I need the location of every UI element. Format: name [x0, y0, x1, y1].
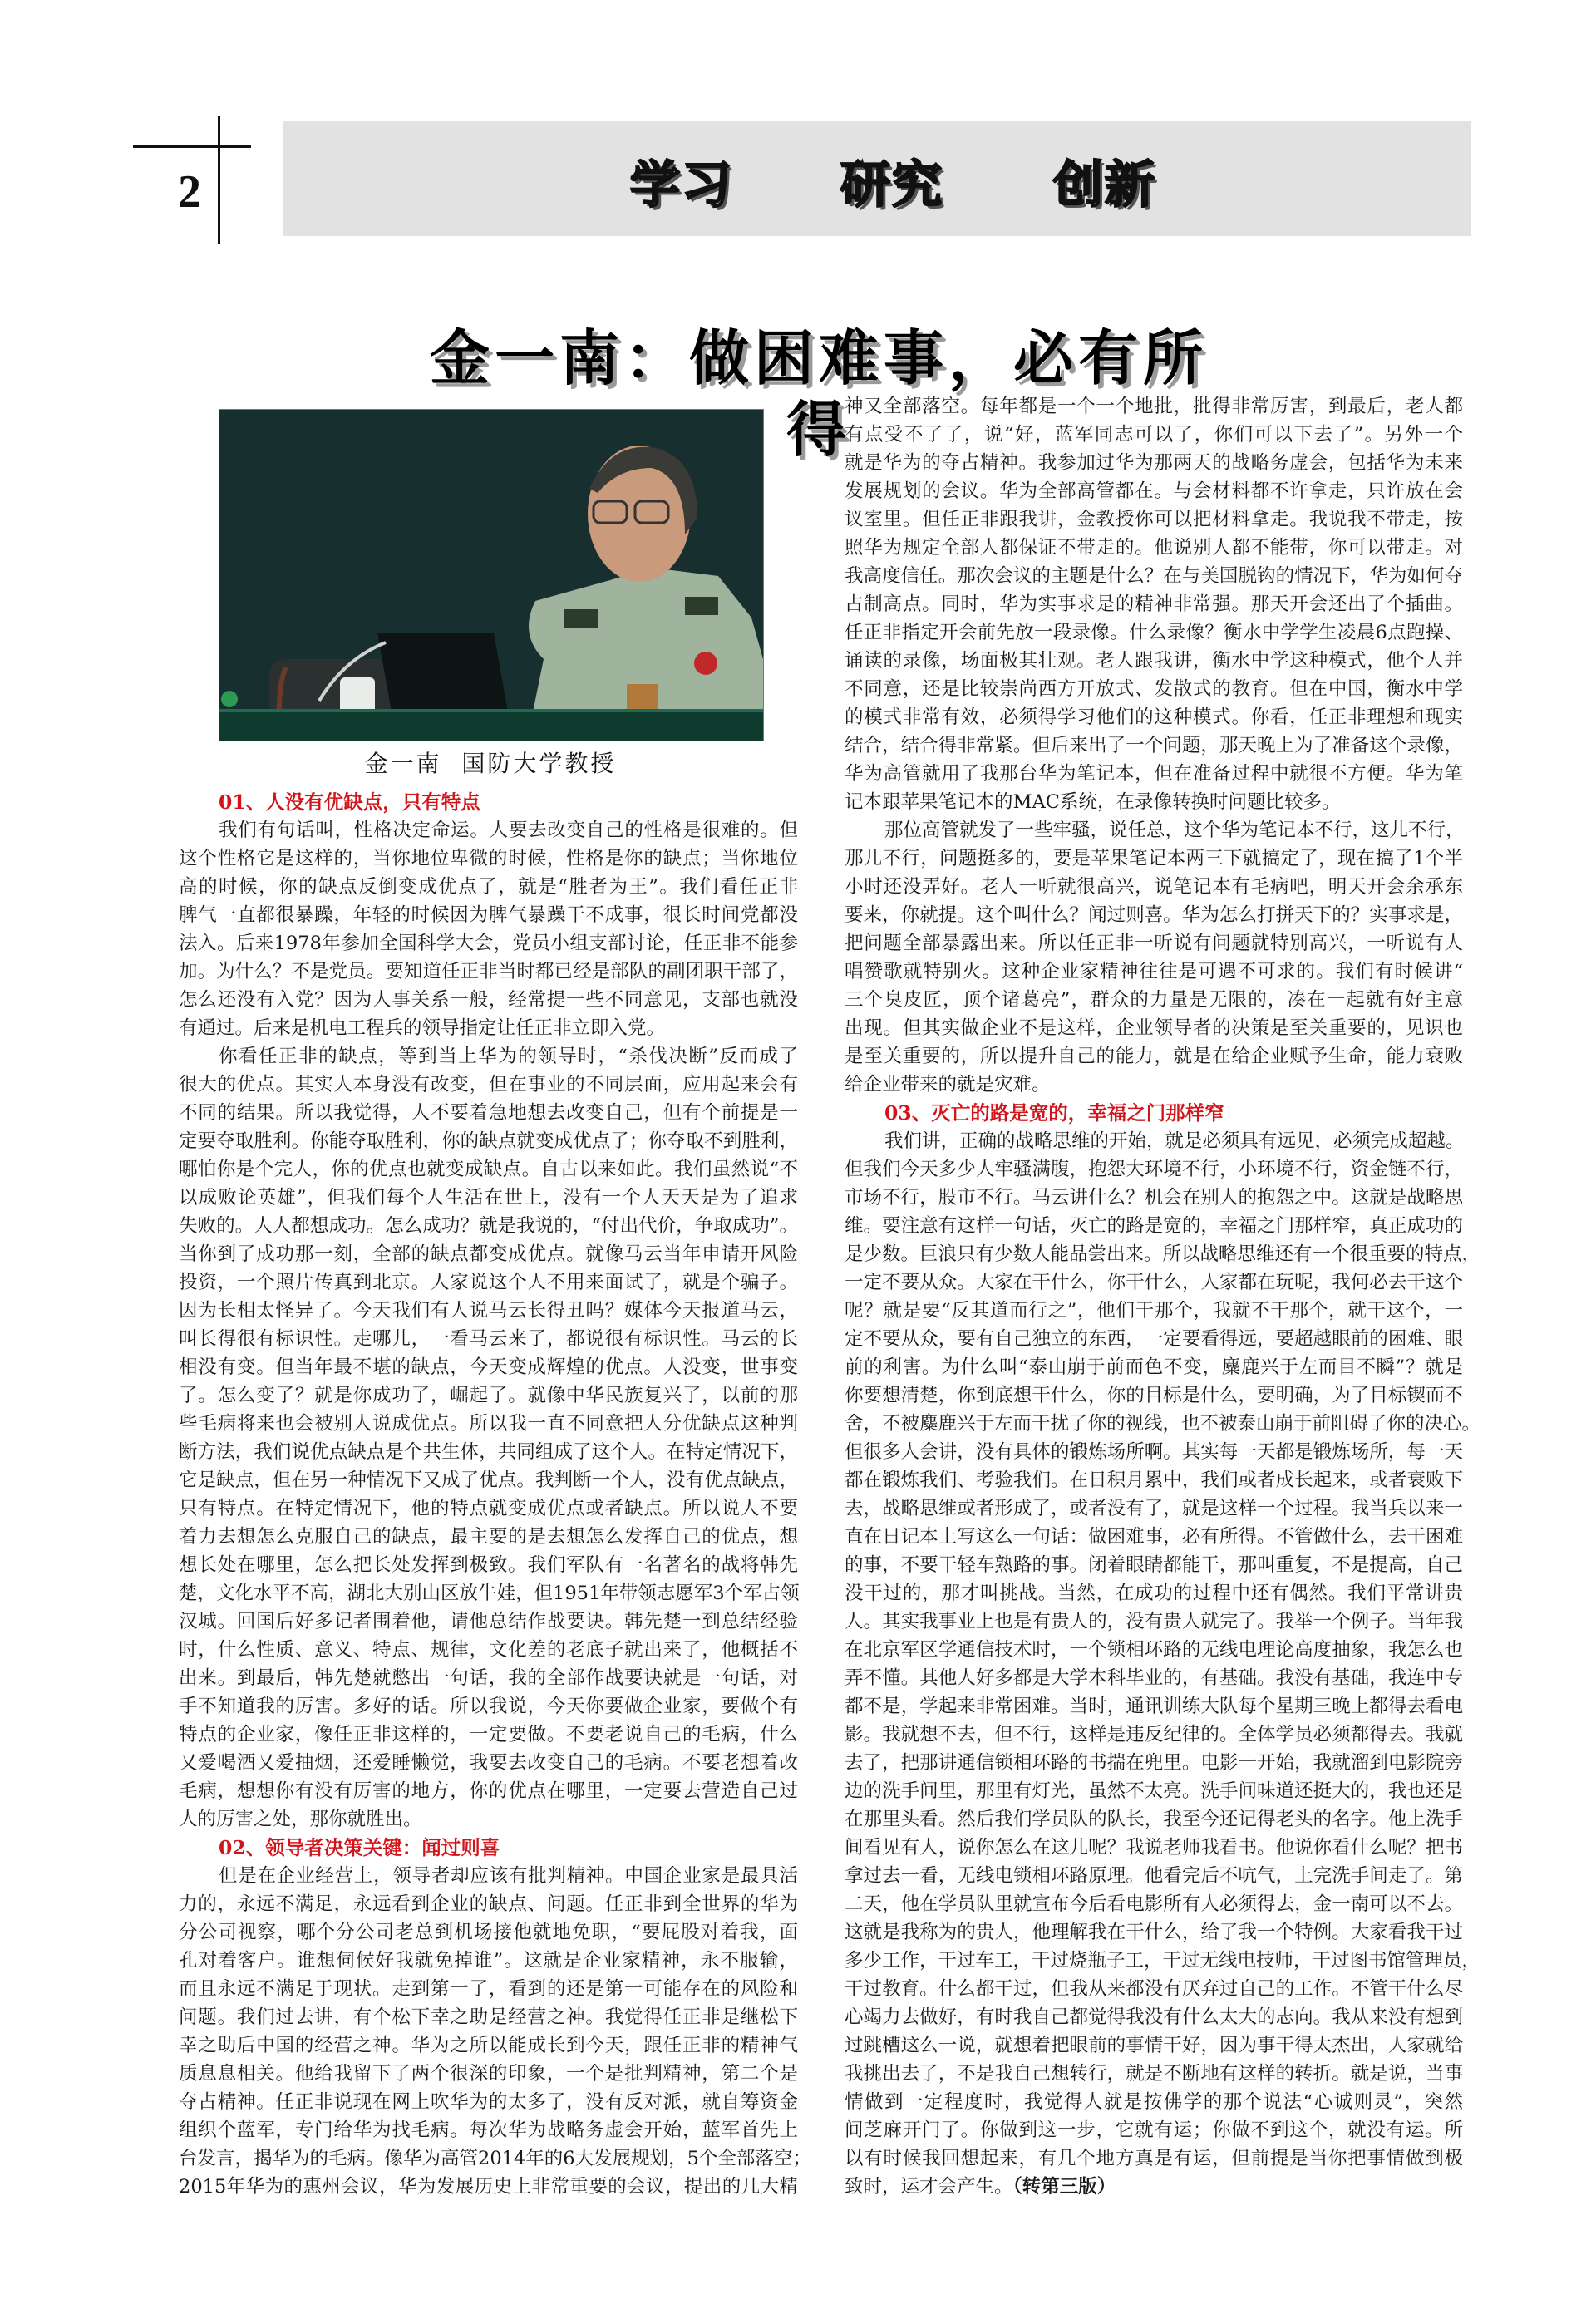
paragraph-line: 但我们今天多少人牢骚满腹，抱怨大环境不行，小环境不行，资金链不行， [845, 1159, 1463, 1180]
header-vertical-rule [218, 116, 220, 244]
paragraph-line: 而且永远不满足于现状。走到第一了，看到的还是第一可能存在的风险和 [179, 1978, 798, 2000]
paragraph-line: 我挑出去了，不是我自己想转行，就是不断地有这样的转折。就是说，当事 [845, 2063, 1463, 2085]
paragraph-line: 舍，不被麋鹿兴于左而干扰了你的视线，也不被泰山崩于前阻碍了你的决心。 [845, 1413, 1481, 1435]
paragraph-line: 是少数。巨浪只有少数人能品尝出来。所以战略思维还有一个很重要的特点， [845, 1243, 1481, 1265]
paragraph-line: 唱赞歌就特别火。这种企业家精神往往是可遇不可求的。我们有时候讲“ [845, 961, 1463, 982]
paragraph-line: 以有时候我回想起来，有几个地方真是有运，但前提是当你把事情做到极 [845, 2148, 1463, 2169]
paragraph-line: 是至关重要的，所以提升自己的能力，就是在给企业赋予生命，能力衰败 [845, 1046, 1463, 1067]
paragraph-line: 一定不要从众。大家在干什么，你干什么，人家都在玩呢，我何必去干这个 [845, 1272, 1463, 1293]
paragraph-line: 我高度信任。那次会议的主题是什么？在与美国脱钩的情况下，华为如何夺 [845, 565, 1463, 587]
paragraph-line: 弄不懂。其他人好多都是大学本科毕业的，有基础。我没有基础，我连中专 [845, 1667, 1463, 1689]
header-horizontal-rule [133, 145, 251, 148]
paragraph-line: 它是缺点，但在另一种情况下又成了优点。我判断一个人，没有优点缺点， [179, 1470, 798, 1491]
paragraph-line: 相没有变。但当年最不堪的缺点，今天变成辉煌的优点。人没变，世事变 [179, 1356, 798, 1378]
photo-speaker-at-podium [219, 410, 763, 741]
continued-on-page-note: （转第三版） [1012, 2176, 1116, 2198]
paragraph-line: 哪怕你是个完人，你的优点也就变成缺点。自古以来如此。我们虽然说“不 [179, 1159, 798, 1180]
paragraph-line: 就是华为的夺占精神。我参加过华为那两天的战略务虚会，包括华为未来 [845, 452, 1463, 474]
paragraph-line: 华为高管就用了我那台华为笔记本，但在准备过程中就很不方便。华为笔 [845, 763, 1463, 785]
paragraph-line: 些毛病将来也会被别人说成优点。所以我一直不同意把人分优缺点这种判 [179, 1413, 798, 1435]
paragraph-line: 照华为规定全部人都保证不带走的。他说别人都不能带，你可以带走。对 [845, 537, 1463, 559]
paragraph-line: 这个性格它是这样的，当你地位卑微的时候，性格是你的缺点；当你地位 [179, 848, 798, 869]
paragraph-line: 汉城。回国后好多记者围着他，请他总结作战要诀。韩先楚一到总结经验 [179, 1611, 798, 1632]
paragraph-line: 维。要注意有这样一句话，灭亡的路是宽的，幸福之门那样窄，真正成功的 [845, 1215, 1463, 1237]
paragraph-line: 我们有句话叫，性格决定命运。人要去改变自己的性格是很难的。但 [219, 820, 798, 841]
paragraph-line: 很大的优点。其实人本身没有改变，但在事业的不同层面，应用起来会有 [179, 1074, 798, 1095]
paragraph-line: 组织个蓝军，专门给华为找毛病。每次华为战略务虚会开始，蓝军首先上 [179, 2119, 798, 2141]
paragraph-line: 影。我就想不去，但不行，这样是违反纪律的。全体学员必须都得去。我就 [845, 1724, 1463, 1745]
left-text-column [179, 788, 811, 2201]
paragraph-line: 的模式非常有效，必须得学习他们的这种模式。你看，任正非理想和现实 [845, 706, 1463, 728]
paragraph-line: 干过教育。什么都干过，但我从来都没有厌弃过自己的工作。不管干什么尽 [845, 1978, 1463, 2000]
paragraph-line: 着力去想怎么克服自己的缺点，最主要的是去想怎么发挥自己的优点，想 [179, 1526, 798, 1548]
paragraph-line: 给企业带来的就是灾难。 [845, 1074, 1051, 1095]
paragraph-line: 怎么还没有入党？因为人事关系一般，经常提一些不同意见，支部也就没 [179, 989, 798, 1011]
paragraph-line: 又爱喝酒又爱抽烟，还爱睡懒觉，我要去改变自己的毛病。不要老想着改 [179, 1752, 798, 1774]
paragraph-line: 都不是，学起来非常困难。当时，通讯训练大队每个星期三晚上都得去看电 [845, 1696, 1463, 1717]
paragraph-line: 前的利害。为什么叫“泰山崩于前而色不变，麋鹿兴于左而目不瞬”？就是 [845, 1356, 1463, 1378]
paragraph-line: 分公司视察，哪个分公司老总到机场接他就地免职，“要屁股对着我，面 [179, 1922, 798, 1943]
paragraph-line: 任正非指定开会前先放一段录像。什么录像？衡水中学学生凌晨6点跑操、 [845, 622, 1463, 643]
paragraph-line: 时，什么性质、意义、特点、规律，文化差的老底子就出来了，他概括不 [179, 1639, 798, 1661]
paragraph-line: 脾气一直都很暴躁，年轻的时候因为脾气暴躁干不成事，很长时间党都没 [179, 904, 798, 926]
paragraph-line: 记本跟苹果笔记本的MAC系统，在录像转换时问题比较多。 [845, 791, 1341, 813]
paragraph-line: 不同意，还是比较崇尚西方开放式、发散式的教育。但在中国，衡水中学 [845, 678, 1463, 700]
paragraph-line: 发展规划的会议。华为全部高管都在。与会材料都不许拿走，只许放在会 [845, 480, 1463, 502]
section-heading: 01、人没有优缺点，只有特点 [219, 790, 480, 814]
paragraph-line: 当你到了成功那一刻，全部的缺点都变成优点。就像马云当年申请开风险 [179, 1243, 798, 1265]
paragraph-line: 小时还没弄好。老人一听就很高兴，说笔记本有毛病吧，明天开会余承东 [845, 876, 1463, 898]
paragraph-line: 有通过。后来是机电工程兵的领导指定让任正非立即入党。 [179, 1017, 666, 1039]
paragraph-line: 你要想清楚，你到底想干什么，你的目标是什么，要明确，为了目标锲而不 [845, 1385, 1463, 1406]
paragraph-line: 那位高管就发了一些牢骚，说任总，这个华为笔记本不行，这儿不行， [884, 820, 1465, 841]
paragraph-line: 以成败论英雄”，但我们每个人生活在世上，没有一个人天天是为了追求 [179, 1187, 798, 1209]
paragraph-line: 手不知道我的厉害。多好的话。所以我说，今天你要做企业家，要做个有 [179, 1696, 798, 1717]
paragraph-line: 间看见有人，说你怎么在这儿呢？我说老师我看书。他说你看什么呢？把书 [845, 1837, 1463, 1858]
paragraph-line: 不同的结果。所以我觉得，人不要着急地想去改变自己，但有个前提是一 [179, 1102, 798, 1124]
paragraph-line: 高的时候，你的缺点反倒变成优点了，就是“胜者为王”。我们看任正非 [179, 876, 798, 898]
paragraph-line: 诵读的录像，场面极其壮观。老人跟我讲，衡水中学这种模式，他个人并 [845, 650, 1463, 672]
right-text-column [845, 392, 1481, 2201]
article-photo [219, 409, 764, 741]
paragraph-line-text: 致时，运才会产生。 [845, 2176, 1013, 2198]
paragraph-line: 但是在企业经营上，领导者却应该有批判精神。中国企业家是最具活 [219, 1865, 798, 1887]
paragraph-line: 夺占精神。任正非说现在网上吹华为的太多了，没有反对派，就自筹资金 [179, 2091, 798, 2113]
paragraph-line: 楚，文化水平不高，湖北大别山区放牛娃，但1951年带领志愿军3个军占领 [179, 1583, 800, 1604]
paragraph-line: 2015年华为的惠州会议，华为发展历史上非常重要的会议，提出的几大精 [179, 2176, 798, 2198]
paragraph-line: 投资，一个照片传真到北京。人家说这个人不用来面试了，就是个骗子。 [179, 1272, 798, 1293]
banner-word-innovation: 创新 [1053, 156, 1156, 214]
paragraph-line: 多少工作，干过车工，干过烧瓶子工，干过无线电技师，干过图书馆管理员， [845, 1950, 1481, 1972]
paragraph-line: 呢？就是要“反其道而行之”，他们干那个，我就不干那个，就干这个，一 [845, 1300, 1463, 1322]
paragraph-line: 拿过去一看，无线电锁相环路原理。他看完后不吭气，上完洗手间走了。第 [845, 1865, 1463, 1887]
paragraph-line: 要来，你就提。这个叫什么？闻过则喜。华为怎么打拼天下的？实事求是， [845, 904, 1463, 926]
paragraph-line: 你看任正非的缺点，等到当上华为的领导时，“杀伐决断”反而成了 [219, 1046, 798, 1067]
paragraph-line: 出现。但其实做企业不是这样，企业领导者的决策是至关重要的，见识也 [845, 1017, 1463, 1039]
paragraph-line: 没干过的，那才叫挑战。当然，在成功的过程中还有偶然。我们平常讲贵 [845, 1583, 1463, 1604]
paragraph-line: 了。怎么变了？就是你成功了，崛起了。就像中华民族复兴了，以前的那 [179, 1385, 798, 1406]
paragraph-line: 想长处在哪里，怎么把长处发挥到极致。我们军队有一名著名的战将韩先 [179, 1554, 798, 1576]
paragraph-line: 定要夺取胜利。你能夺取胜利，你的缺点就变成优点了；你夺取不到胜利， [179, 1130, 798, 1152]
paragraph-line: 只有特点。在特定情况下，他的特点就变成优点或者缺点。所以说人不要 [179, 1498, 798, 1519]
paragraph-line: 断方法，我们说优点缺点是个共生体，共同组成了这个人。在特定情况下， [179, 1441, 798, 1463]
paragraph-line [845, 2173, 1463, 2201]
paragraph-line: 议室里。但任正非跟我讲，金教授你可以把材料拿走。我说我不带走，按 [845, 509, 1463, 530]
paragraph-line: 在北京军区学通信技术时，一个锁相环路的无线电理论高度抽象，我怎么也 [845, 1639, 1463, 1661]
paragraph-line: 情做到一定程度时，我觉得人就是按佛学的那个说法“心诚则灵”，突然 [845, 2091, 1463, 2113]
paragraph-line: 力的，永远不满足，永远看到企业的缺点、问题。任正非到全世界的华为 [179, 1893, 798, 1915]
paragraph-line: 法入。后来1978年参加全国科学大会，党员小组支部讨论，任正非不能参 [179, 933, 798, 954]
paragraph-line: 出来。到最后，韩先楚就憋出一句话，我的全部作战要诀就是一句话，对 [179, 1667, 798, 1689]
paragraph-line: 特点的企业家，像任正非这样的，一定要做。不要老说自己的毛病，什么 [179, 1724, 798, 1745]
paragraph-line: 定不要从众，要有自己独立的东西，一定要看得远，要超越眼前的困难、眼 [845, 1328, 1463, 1350]
paragraph-line: 质息息相关。他给我留下了两个很深的印象，一个是批判精神，第二个是 [179, 2063, 798, 2085]
paragraph-line: 台发言，揭华为的毛病。像华为高管2014年的6大发展规划，5个全部落空； [179, 2148, 811, 2169]
paragraph-line: 因为长相太怪异了。今天我们有人说马云长得丑吗？媒体今天报道马云， [179, 1300, 798, 1322]
paragraph-line: 二天，他在学员队里就宣布今后看电影所有人必须得去，金一南可以不去。 [845, 1893, 1463, 1915]
section-heading: 03、灭亡的路是宽的，幸福之门那样窄 [884, 1101, 1224, 1125]
paragraph-line: 加。为什么？不是党员。要知道任正非当时都已经是部队的副团职干部了， [179, 961, 798, 982]
section-heading: 02、领导者决策关键：闻过则喜 [219, 1836, 500, 1859]
paragraph-line: 市场不行，股市不行。马云讲什么？机会在别人的抱怨之中。这就是战略思 [845, 1187, 1463, 1209]
paragraph-line: 的事，不要干轻车熟路的事。闭着眼睛都能干，那叫重复，不是提高，自己 [845, 1554, 1463, 1576]
paragraph-line: 间芝麻开门了。你做到这一步，它就有运；你做不到这个，就没有运。所 [845, 2119, 1463, 2141]
paragraph-line: 失败的。人人都想成功。怎么成功？就是我说的，“付出代价，争取成功”。 [179, 1215, 798, 1237]
paragraph-line: 直在日记本上写这么一句话：做困难事，必有所得。不管做什么，去干困难 [845, 1526, 1463, 1548]
paragraph-line: 人的厉害之处，那你就胜出。 [179, 1809, 422, 1830]
paragraph-line: 去，战略思维或者形成了，或者没有了，就是这样一个过程。我当兵以来一 [845, 1498, 1463, 1519]
paragraph-line: 我们讲，正确的战略思维的开始，就是必须具有远见，必须完成超越。 [884, 1130, 1465, 1152]
banner-word-research: 研究 [840, 156, 943, 214]
photo-caption: 金一南 国防大学教授 [364, 750, 617, 777]
paragraph-line: 都在锻炼我们、考验我们。在日积月累中，我们或者成长起来，或者衰败下 [845, 1470, 1463, 1491]
paragraph-line: 边的洗手间里，那里有灯光，虽然不太亮。洗手间味道还挺大的，我也还是 [845, 1780, 1463, 1802]
paragraph-line: 但很多人会讲，没有具体的锻炼场所啊。其实每一天都是锻炼场所，每一天 [845, 1441, 1463, 1463]
paragraph-line: 神又全部落空。每年都是一个一个地批，批得非常厉害，到最后，老人都 [845, 396, 1463, 417]
paragraph-line: 这就是我称为的贵人，他理解我在干什么，给了我一个特例。大家看我干过 [845, 1922, 1463, 1943]
paragraph-line: 过跳槽这么一说，就想着把眼前的事情干好，因为事干得太杰出，人家就给 [845, 2035, 1463, 2056]
page-number: 2 [178, 166, 201, 218]
paragraph-line: 叫长得很有标识性。走哪儿，一看马云来了，都说很有标识性。马云的长 [179, 1328, 798, 1350]
paragraph-line: 那儿不行，问题挺多的，要是苹果笔记本两三下就搞定了，现在搞了1个半 [845, 848, 1463, 869]
paragraph-line: 心竭力去做好，有时我自己都觉得我没有什么太大的志向。我从来没有想到 [845, 2006, 1463, 2028]
paragraph-line: 把问题全部暴露出来。所以任正非一听说有问题就特别高兴，一听说有人 [845, 933, 1463, 954]
paragraph-line: 孔对着客户。谁想伺候好我就免掉谁”。这就是企业家精神，永不服输， [179, 1950, 798, 1972]
article-title: 金一南：做困难事，必有所得 [429, 323, 1208, 465]
paragraph-line: 问题。我们过去讲，有个松下幸之助是经营之神。我觉得任正非是继松下 [179, 2006, 798, 2028]
paragraph-line: 去了，把那讲通信锁相环路的书揣在兜里。电影一开始，我就溜到电影院旁 [845, 1752, 1463, 1774]
paragraph-line: 结合，结合得非常紧。但后来出了一个问题，那天晚上为了准备这个录像， [845, 735, 1463, 756]
paragraph-line: 毛病，想想你有没有厉害的地方，你的优点在哪里，一定要去营造自己过 [179, 1780, 798, 1802]
paragraph-line: 人。其实我事业上也是有贵人的，没有贵人就完了。我举一个例子。当年我 [845, 1611, 1463, 1632]
paragraph-line: 有点受不了了，说“好，蓝军同志可以了，你们可以下去了”。另外一个 [845, 424, 1463, 446]
banner-word-study: 学习 [630, 156, 733, 214]
paragraph-line: 幸之助后中国的经营之神。华为之所以能成长到今天，跟任正非的精神气 [179, 2035, 798, 2056]
paragraph-line: 在那里头看。然后我们学员队的队长，我至今还记得老头的名字。他上洗手 [845, 1809, 1463, 1830]
paragraph-line: 三个臭皮匠，顶个诸葛亮”，群众的力量是无限的，凑在一起就有好主意 [845, 989, 1463, 1011]
paragraph-line: 占制高点。同时，华为实事求是的精神非常强。那天开会还出了个插曲。 [845, 593, 1463, 615]
